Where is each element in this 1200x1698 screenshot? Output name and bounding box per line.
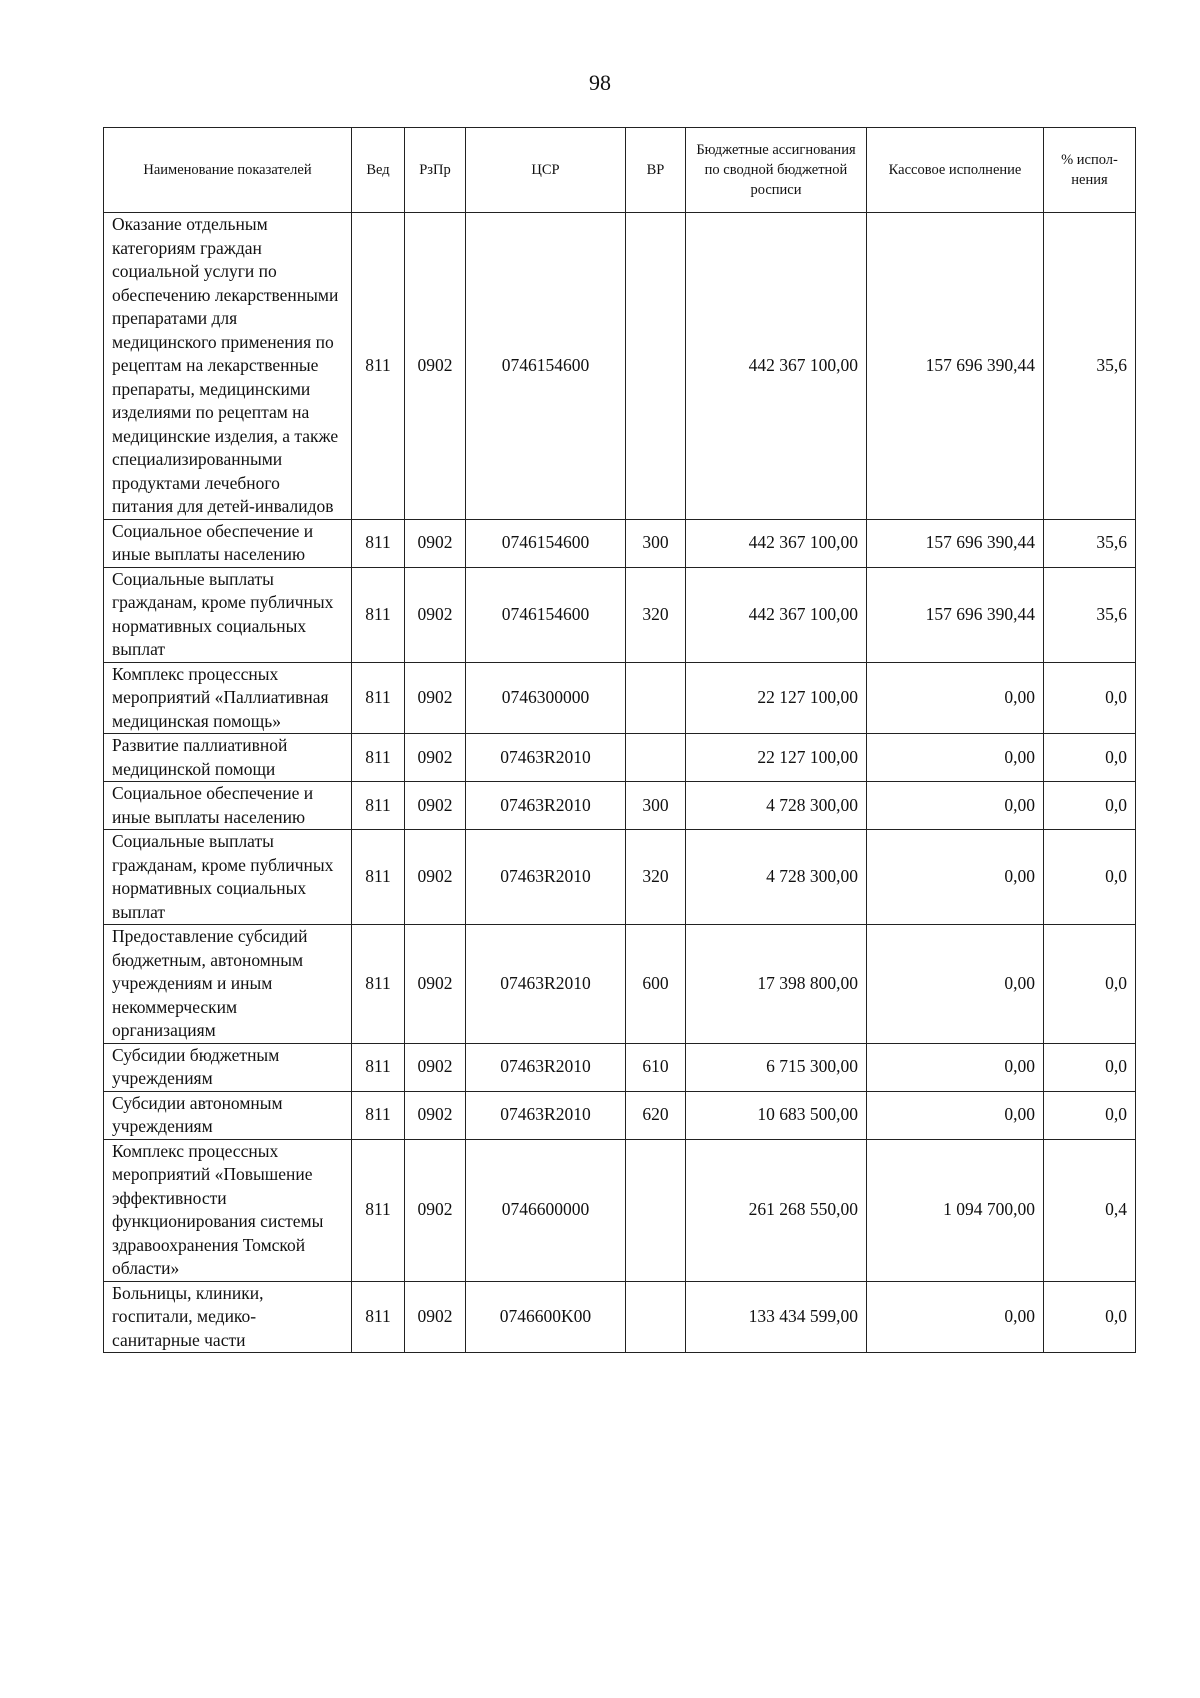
cell-cash: 0,00 [867, 830, 1044, 925]
cell-cash: 157 696 390,44 [867, 213, 1044, 520]
table-row [104, 567, 1136, 662]
cell-budget: 133 434 599,00 [686, 1281, 867, 1353]
cell-percent: 35,6 [1044, 213, 1136, 520]
cell-percent: 0,0 [1044, 1281, 1136, 1353]
cell-vr [626, 1139, 686, 1281]
cell-cash: 157 696 390,44 [867, 567, 1044, 662]
cell-ved: 811 [352, 1091, 405, 1139]
cell-rzpr: 0902 [405, 567, 466, 662]
cell-percent: 0,0 [1044, 1091, 1136, 1139]
cell-rzpr: 0902 [405, 1091, 466, 1139]
cell-vr: 610 [626, 1043, 686, 1091]
cell-csr: 07463R2010 [466, 1043, 626, 1091]
cell-vr: 620 [626, 1091, 686, 1139]
cell-rzpr: 0902 [405, 782, 466, 830]
cell-ved: 811 [352, 1139, 405, 1281]
cell-ved: 811 [352, 925, 405, 1044]
cell-name: Социальные выплаты гражданам, кроме публичных нормативных социальных выплат [104, 567, 352, 662]
cell-csr: 0746300000 [466, 662, 626, 734]
table-row [104, 830, 1136, 925]
cell-csr: 0746600K00 [466, 1281, 626, 1353]
cell-name: Комплекс процессных мероприятий «Паллиативная медицинская помощь» [104, 662, 352, 734]
cell-csr: 0746154600 [466, 519, 626, 567]
cell-percent: 0,0 [1044, 662, 1136, 734]
cell-rzpr: 0902 [405, 662, 466, 734]
cell-name: Комплекс процессных мероприятий «Повышение эффективности функционирования системы здравоохранения Томской области» [104, 1139, 352, 1281]
table-row [104, 734, 1136, 782]
cell-name: Предоставление субсидий бюджетным, автономным учреждениям и иным некоммерческим организациям [104, 925, 352, 1044]
cell-budget: 22 127 100,00 [686, 662, 867, 734]
cell-cash: 0,00 [867, 734, 1044, 782]
cell-name: Социальное обеспечение и иные выплаты населению [104, 782, 352, 830]
cell-csr: 07463R2010 [466, 734, 626, 782]
table-row [104, 662, 1136, 734]
cell-csr: 07463R2010 [466, 1091, 626, 1139]
cell-ved: 811 [352, 567, 405, 662]
cell-budget: 22 127 100,00 [686, 734, 867, 782]
cell-percent: 35,6 [1044, 519, 1136, 567]
cell-rzpr: 0902 [405, 925, 466, 1044]
table-row [104, 519, 1136, 567]
cell-csr: 0746154600 [466, 567, 626, 662]
cell-vr [626, 213, 686, 520]
cell-cash: 0,00 [867, 1091, 1044, 1139]
cell-name: Социальное обеспечение и иные выплаты населению [104, 519, 352, 567]
cell-percent: 0,0 [1044, 1043, 1136, 1091]
col-header-name: Наименование показателей [104, 128, 352, 213]
table-row [104, 1139, 1136, 1281]
col-header-vr: ВР [626, 128, 686, 213]
cell-ved: 811 [352, 519, 405, 567]
cell-cash: 157 696 390,44 [867, 519, 1044, 567]
cell-ved: 811 [352, 1281, 405, 1353]
cell-vr: 300 [626, 782, 686, 830]
cell-rzpr: 0902 [405, 1043, 466, 1091]
cell-vr [626, 1281, 686, 1353]
col-header-rzpr: РзПр [405, 128, 466, 213]
cell-ved: 811 [352, 734, 405, 782]
cell-percent: 0,0 [1044, 925, 1136, 1044]
cell-cash: 0,00 [867, 1281, 1044, 1353]
cell-csr: 07463R2010 [466, 782, 626, 830]
cell-rzpr: 0902 [405, 1281, 466, 1353]
cell-ved: 811 [352, 830, 405, 925]
cell-csr: 07463R2010 [466, 925, 626, 1044]
cell-rzpr: 0902 [405, 519, 466, 567]
cell-rzpr: 0902 [405, 213, 466, 520]
cell-vr: 320 [626, 830, 686, 925]
cell-percent: 0,0 [1044, 734, 1136, 782]
cell-rzpr: 0902 [405, 734, 466, 782]
cell-csr: 07463R2010 [466, 830, 626, 925]
table-row [104, 1091, 1136, 1139]
table-row [104, 213, 1136, 520]
cell-name: Оказание отдельным категориям граждан социальной услуги по обеспечению лекарственными препаратами для медицинского применения по рецептам на лекарственные препараты, медицинскими изделиями по рецептам на медицинские изделия, а также специализированными продуктами лечебного питания для детей-инвалидов [104, 213, 352, 520]
cell-name: Больницы, клиники, госпитали, медико-санитарные части [104, 1281, 352, 1353]
cell-name: Развитие паллиативной медицинской помощи [104, 734, 352, 782]
col-header-csr: ЦСР [466, 128, 626, 213]
table-row [104, 782, 1136, 830]
cell-budget: 6 715 300,00 [686, 1043, 867, 1091]
cell-vr: 300 [626, 519, 686, 567]
cell-ved: 811 [352, 782, 405, 830]
table-header-row [104, 128, 1136, 213]
cell-percent: 0,0 [1044, 782, 1136, 830]
cell-csr: 0746154600 [466, 213, 626, 520]
cell-rzpr: 0902 [405, 830, 466, 925]
cell-cash: 0,00 [867, 925, 1044, 1044]
cell-budget: 261 268 550,00 [686, 1139, 867, 1281]
col-header-cash: Кассовое исполнение [867, 128, 1044, 213]
cell-percent: 35,6 [1044, 567, 1136, 662]
cell-ved: 811 [352, 662, 405, 734]
cell-vr: 600 [626, 925, 686, 1044]
cell-vr [626, 662, 686, 734]
cell-rzpr: 0902 [405, 1139, 466, 1281]
col-header-budget: Бюджетные ассигнования по сводной бюджетной росписи [686, 128, 867, 213]
cell-ved: 811 [352, 213, 405, 520]
cell-csr: 0746600000 [466, 1139, 626, 1281]
cell-budget: 4 728 300,00 [686, 830, 867, 925]
table-row [104, 1281, 1136, 1353]
cell-budget: 17 398 800,00 [686, 925, 867, 1044]
cell-ved: 811 [352, 1043, 405, 1091]
col-header-percent: % испол-нения [1044, 128, 1136, 213]
col-header-ved: Вед [352, 128, 405, 213]
cell-budget: 4 728 300,00 [686, 782, 867, 830]
cell-name: Субсидии автономным учреждениям [104, 1091, 352, 1139]
cell-cash: 0,00 [867, 782, 1044, 830]
cell-cash: 1 094 700,00 [867, 1139, 1044, 1281]
cell-name: Социальные выплаты гражданам, кроме публичных нормативных социальных выплат [104, 830, 352, 925]
cell-cash: 0,00 [867, 662, 1044, 734]
cell-cash: 0,00 [867, 1043, 1044, 1091]
cell-budget: 442 367 100,00 [686, 519, 867, 567]
page-number: 98 [589, 70, 611, 95]
table-row [104, 1043, 1136, 1091]
cell-percent: 0,0 [1044, 830, 1136, 925]
cell-vr [626, 734, 686, 782]
cell-budget: 442 367 100,00 [686, 567, 867, 662]
cell-percent: 0,4 [1044, 1139, 1136, 1281]
cell-name: Субсидии бюджетным учреждениям [104, 1043, 352, 1091]
table-row [104, 925, 1136, 1044]
cell-budget: 442 367 100,00 [686, 213, 867, 520]
cell-vr: 320 [626, 567, 686, 662]
budget-table [103, 127, 1136, 1353]
cell-budget: 10 683 500,00 [686, 1091, 867, 1139]
